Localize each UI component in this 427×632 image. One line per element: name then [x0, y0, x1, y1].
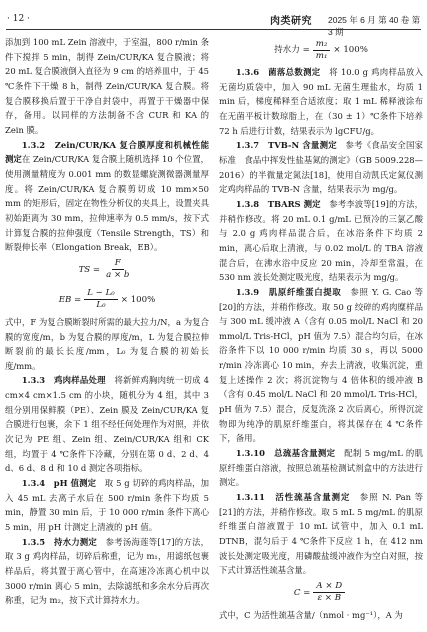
section-1-3-7 [219, 138, 423, 197]
page-number: · 12 · [7, 14, 30, 24]
equation-whc-denominator: m₁ [315, 50, 328, 61]
section-1-3-4-text: 取 5 g 切碎的鸡肉样品，加入 45 mL 去离子水后在 500 r/min 条件下均质 5 min，静置 30 min 后，于 10 000 r/min 条件下离心 5 min，用 pH 计测定上清液的 pH 值。 [5, 478, 209, 533]
section-1-3-8-title: 1.3.8 TBARS 测定 [235, 198, 321, 209]
section-1-3-5-title: 1.3.5 持水力测定 [21, 536, 98, 547]
equation-ts-numerator: F [112, 258, 124, 270]
section-1-3-11-title: 1.3.11 活性巯基含量测定 [235, 492, 351, 503]
section-1-3-4 [5, 476, 209, 535]
equation-eb-lhs: EB = [58, 294, 82, 305]
section-1-3-3-text: 将新鲜鸡胸肉统一切成 4 cm×4 cm×1.5 cm 的小块，随机分为 4 组，其中 3 组分别用保鲜膜（PE）、Zein 膜及 Zein/CUR/KA 复合膜进行包裹，余下 1 组不经任何处理作为对照，并依次记为 PE 组、Zein 组、Zein/CUR/KA 组和 CK 组，均置于 4 ℃条件下冷藏，分别在第 0 d、2 d、4 d、6 d、8 d 和 10 d 测定各项指标。 [5, 375, 209, 474]
equation-whc-rhs: × 100% [333, 44, 368, 55]
section-1-3-9 [219, 285, 423, 446]
equation-thiol-lhs: C = [293, 587, 311, 598]
section-1-3-7-text: 参考《食品安全国家标准 食品中挥发性盐基氮的测定》（GB 5009.228—2016）的半微量定氮法[18]，使用自动凯氏定氮仪测定鸡肉样品的 TVB-N 含量，结果表示为 mg/g。 [219, 140, 423, 195]
section-1-3-8-text: 参考李波等[19]的方法，并稍作修改。将 20 mL 0.1 g/mL 已预冷的三氯乙酸与 2.0 g 鸡肉样品混合后，在冰浴条件下均质 2 min，离心后取上清液，与 0.02 mol/L 的 TBA 溶液混合后，在沸水浴中反应 20 min，冷却至常温，在 530 nm 波长处测定吸光度，结果表示为 mg/g。 [219, 198, 423, 283]
equation-eb-denominator: L₀ [96, 300, 106, 311]
section-1-3-11 [219, 490, 423, 578]
section-1-3-2-title: 1.3.2 Zein/CUR/KA 复合膜厚度和机械性能测定 [5, 139, 209, 165]
page-header [0, 0, 427, 37]
paragraph-variable-definitions: 式中，F 为复合膜断裂时所需的最大拉力/N，a 为复合膜的宽度/m，b 为复合膜的厚度/m，L 为复合膜拉伸断裂前的最长长度/mm，L₀ 为复合膜的初始长度/mm。 [5, 316, 209, 371]
equation-ts-lhs: TS = [78, 264, 101, 275]
left-column [5, 35, 209, 625]
equation-whc-numerator: m₂ [313, 39, 331, 51]
equation-whc-fraction [313, 39, 331, 62]
equation-thiol-denominator: ε × B [317, 593, 342, 604]
section-1-3-5-text: 参考汤海莲等[17]的方法，取 3 g 鸡肉样品，切碎后称重，记为 m₁，用滤纸包裹样品后，将其置于离心管中，在高速冷冻离心机中以 3000 r/min 离心 5 min，去除滤纸和多余水分后再次称重，记为 m₂，按下式计算持水力。 [5, 536, 209, 606]
section-1-3-11-text: 参照 N. Pan 等[21]的方法，并稍作修改。取 5 mL 5 mg/mL 的肌原纤维蛋白溶液置于 10 mL 试管中，加入 0.1 mL DTNB，混匀后于 4 ℃条件下反应 1 h，在 412 nm 波长处测定吸光度，用磷酸盐缓冲液作为空白对照，按下式计算活性巯基含量。 [219, 492, 423, 576]
paragraph-film-prep: 添加到 100 mL Zein 溶液中，于室温，800 r/min 条件下搅拌 5 min，制得 Zein/CUR/KA 复合膜液；将 20 mL 复合膜液倒入直径为 9 cm 的培养皿中，于 45 ℃条件下干燥 8 h，制得 Zein/CUR/KA 复合膜。将复合膜移换后置于干净自封袋中，再置于干燥器中保存，备用。以同样的方法制备不含 CUR 和 KA 的 Zein 膜。 [5, 37, 209, 135]
equation-eb-rhs: × 100% [120, 294, 156, 305]
section-1-3-9-text: 参照 Y. G. Cao 等[20]的方法，并稍作修改。取 50 g 绞碎的鸡肉糜样品与 300 mL 缓冲液 A（含有 0.05 mol/L NaCl 和 20 mmol/L Tris-HCl，pH 值为 7.5）混合均匀后，在冰浴条件下以 10 000 r/min 均质 30 s，再以 5000 r/min 冷冻离心 10 min，弃去上清液，收集沉淀，重复上述操作 2 次；将沉淀物与 4 倍体积的缓冲液 B（含有 0.45 mol/L NaCl 和 20 mmol/L Tris-HCl，pH 值为 7.5）混合，反复洗涤 2 次后离心，所得沉淀物即为纯净的肌原纤维蛋白，将其保存在 4 ℃条件下，备用。 [219, 286, 423, 444]
header-rule [6, 29, 421, 30]
equation-eb-fraction [84, 288, 118, 311]
section-1-3-6 [219, 65, 423, 138]
section-1-3-3-title: 1.3.3 鸡肉样品处理 [21, 375, 106, 386]
section-1-3-9-title: 1.3.9 肌原纤维蛋白提取 [235, 286, 342, 297]
section-1-3-8 [219, 197, 423, 285]
equation-eb [5, 285, 209, 315]
equation-whc-lhs: 持水力 = [274, 44, 310, 55]
equation-ts-fraction [103, 258, 132, 281]
equation-whc [219, 35, 423, 65]
equation-eb-numerator: L − L₀ [84, 288, 118, 300]
equation-ts-denominator: a × b [106, 270, 130, 281]
section-1-3-2-text: 在 Zein/CUR/KA 复合膜上随机选择 10 个位置，使用测量精度为 0.001 mm 的数显螺旋测微器测量厚度。将 Zein/CUR/KA 复合膜剪切成 10 mm×50 mm 的矩形后，固定在物性分析仪的夹具上，设置夹具初始距离为 30 mm，拉伸速率为 0.5 mm/s，按下式计算复合膜的拉伸强度（Tensile Strength，TS）和断裂伸长率（Elongation Break，EB）。 [5, 154, 209, 253]
section-1-3-5 [5, 535, 209, 608]
section-1-3-6-text: 将 10.0 g 鸡肉样品放入无菌均质袋中，加入 90 mL 无菌生理盐水，均质 1 min 后，梯度稀释至合适浓度；取 1 mL 稀释液涂布在无菌平板计数琼脂上，在（30 ± 1）℃条件下培养 72 h 后进行计数，结果表示为 lgCFU/g。 [219, 67, 423, 136]
section-1-3-10-text: 配制 5 mg/mL 的肌原纤维蛋白溶液，按照总巯基检测试剂盒中的方法进行测定。 [219, 448, 423, 488]
equation-ts [5, 255, 209, 285]
right-column [219, 35, 423, 625]
section-1-3-2 [5, 138, 209, 255]
equation-thiol-fraction [313, 581, 345, 604]
equation-thiol [219, 578, 423, 608]
section-1-3-10-title: 1.3.10 总巯基含量测定 [235, 448, 336, 459]
equation-thiol-numerator: A × D [313, 581, 345, 593]
section-1-3-7-title: 1.3.7 TVB-N 含量测定 [235, 140, 337, 151]
paragraph-thiol-definitions: 式中，C 为活性巯基含量/（nmol · mg⁻¹），A 为 [219, 609, 403, 620]
issue-info: 2025 年 6 月 第 40 卷 第 3 期 [328, 15, 421, 37]
section-1-3-6-title: 1.3.6 菌落总数测定 [235, 67, 321, 77]
section-1-3-4-title: 1.3.4 pH 值测定 [21, 478, 97, 489]
section-1-3-10 [219, 446, 423, 490]
journal-logo: 肉类研究 [270, 16, 312, 27]
section-1-3-3 [5, 373, 209, 476]
